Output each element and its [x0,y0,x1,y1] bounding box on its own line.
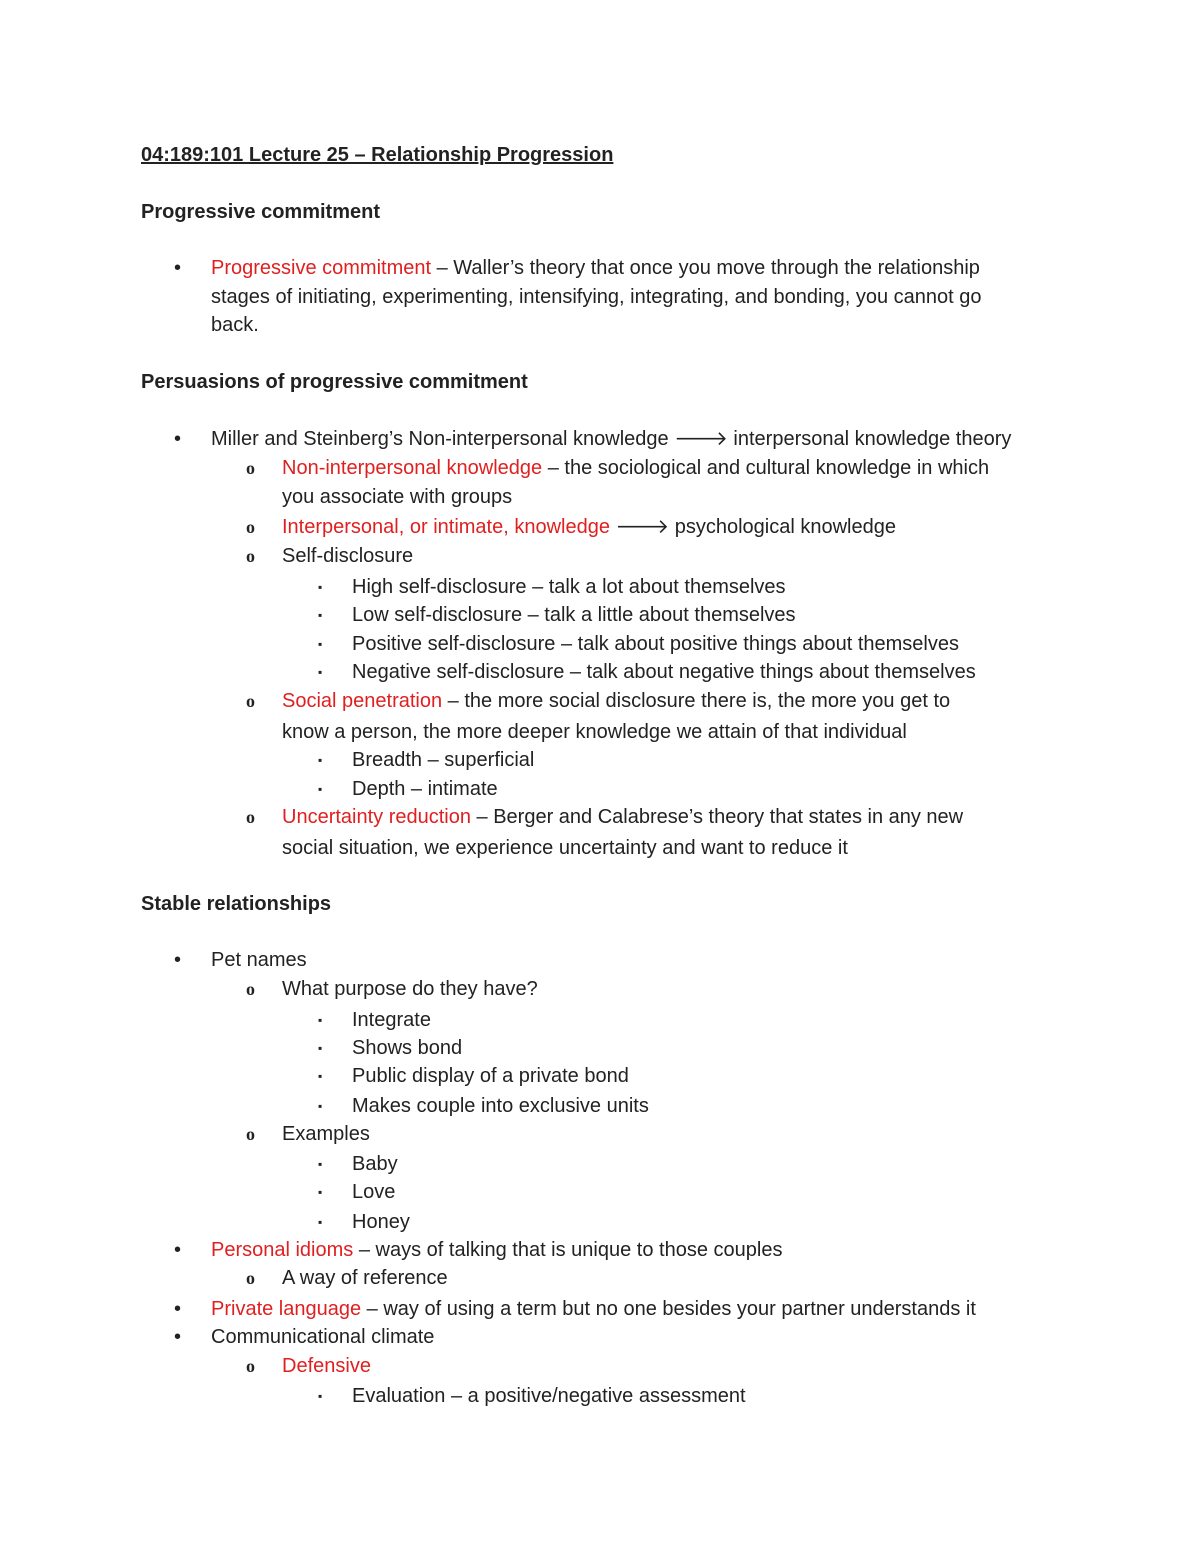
bullet-icon: ▪ [318,637,323,651]
list-item: Baby [352,1153,398,1175]
list-item: Social penetration – the more social disclosure there is, the more you get to [282,690,951,712]
bullet-icon: ▪ [318,1069,323,1083]
list-item: Honey [352,1211,410,1233]
list-item: Negative self-disclosure – talk about negative things about themselves [352,661,976,683]
section-heading: Progressive commitment [141,201,380,223]
bullet-icon: • [174,1326,182,1348]
list-item-continuation: social situation, we experience uncertainty and want to reduce it [282,837,848,859]
arrow-icon: 🡒 [674,428,728,450]
bullet-icon: o [246,1124,255,1144]
bullet-icon: ▪ [318,1157,323,1171]
list-item: Miller and Steinberg’s Non-interpersonal knowledge 🡒 interpersonal knowledge theory [211,428,1012,450]
bullet-icon: ▪ [318,1099,323,1113]
bullet-icon: ▪ [318,1013,323,1027]
term: Interpersonal, or intimate, knowledge [282,516,610,538]
term: Uncertainty reduction [282,806,471,828]
bullet-icon: o [246,1268,255,1288]
term: Private language [211,1298,362,1320]
bullet-icon: o [246,546,255,566]
bullet-icon: o [246,807,255,827]
term: Non-interpersonal knowledge [282,457,543,479]
list-item: Makes couple into exclusive units [352,1095,649,1117]
bullet-icon: ▪ [318,580,323,594]
list-item: Shows bond [352,1037,463,1059]
bullet-icon: ▪ [318,1389,323,1403]
bullet-icon: o [246,517,255,537]
term: Progressive commitment [211,257,432,279]
list-item-continuation: back. [211,314,259,336]
list-item: Love [352,1181,396,1203]
bullet-icon: ▪ [318,665,323,679]
bullet-icon: ▪ [318,1215,323,1229]
list-item: Uncertainty reduction – Berger and Calabrese’s theory that states in any new [282,806,964,828]
section-heading: Persuasions of progressive commitment [141,371,528,393]
list-item-continuation: know a person, the more deeper knowledge we attain of that individual [282,721,907,743]
bullet-icon: ▪ [318,782,323,796]
bullet-icon: • [174,949,182,971]
bullet-icon: ▪ [318,753,323,767]
list-item: Evaluation – a positive/negative assessment [352,1385,746,1407]
bullet-icon: • [174,428,182,450]
list-item-continuation: you associate with groups [282,486,513,508]
list-item: Breadth – superficial [352,749,535,771]
list-item: Integrate [352,1009,431,1031]
list-item: Positive self-disclosure – talk about positive things about themselves [352,633,959,655]
list-item: Self-disclosure [282,545,414,567]
bullet-icon: ▪ [318,608,323,622]
page-title: 04:189:101 Lecture 25 – Relationship Progression [141,144,614,166]
bullet-icon: • [174,1298,182,1320]
list-item [211,256,980,280]
term: Social penetration [282,690,443,712]
bullet-icon: • [174,257,182,279]
bullet-icon: o [246,979,255,999]
bullet-icon: ▪ [318,1185,323,1199]
list-item: Personal idioms – ways of talking that is unique to those couples [211,1239,783,1261]
list-item: Public display of a private bond [352,1065,629,1087]
section-heading: Stable relationships [141,893,332,915]
list-item: High self-disclosure – talk a lot about themselves [352,576,786,598]
list-item: Low self-disclosure – talk a little about themselves [352,604,796,626]
list-item: Pet names [211,949,307,971]
list-item: Depth – intimate [352,778,498,800]
list-item: Communicational climate [211,1326,435,1348]
term: Personal idioms [211,1239,354,1261]
list-item-continuation: stages of initiating, experimenting, intensifying, integrating, and bonding, you cannot go [211,286,982,308]
list-item: Interpersonal, or intimate, knowledge 🡒 psychological knowledge [282,516,896,538]
bullet-icon: o [246,691,255,711]
bullet-icon: o [246,1356,255,1376]
arrow-icon: 🡒 [609,516,670,538]
bullet-icon: o [246,458,255,478]
bullet-icon: ▪ [318,1041,323,1055]
list-item: Non-interpersonal knowledge – the sociological and cultural knowledge in which [282,457,990,479]
bullet-icon: • [174,1239,182,1261]
list-item: A way of reference [282,1267,448,1289]
list-item: Private language – way of using a term but no one besides your partner understands it [211,1298,976,1320]
list-item: Examples [282,1123,370,1145]
definition: – Waller’s theory that once you move through the relationship [431,257,980,279]
list-item: Defensive [282,1355,371,1377]
list-item: What purpose do they have? [282,978,538,1000]
